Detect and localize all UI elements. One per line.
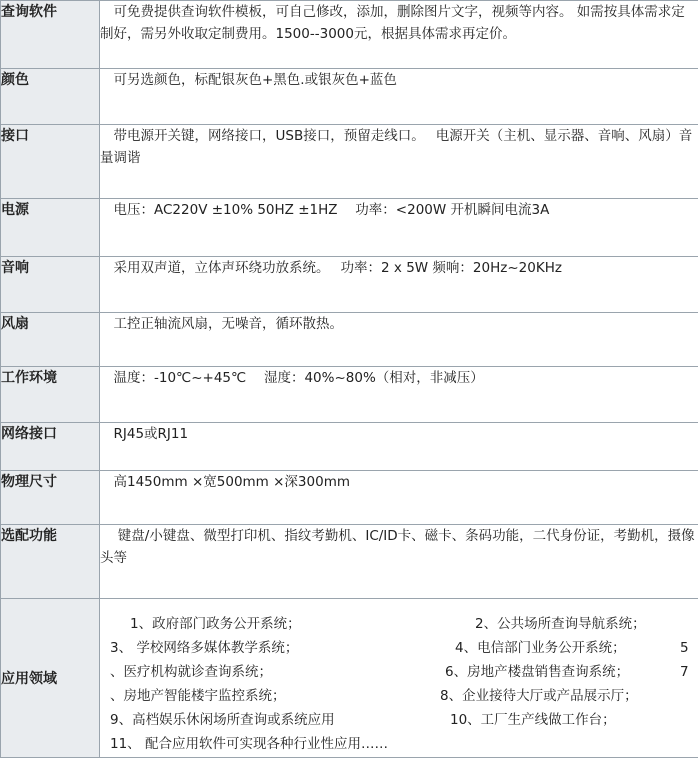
- spec-value: 键盘/小键盘、微型打印机、指纹考勤机、IC/ID卡、磁卡、条码功能，二代身份证，考勤机，摄像头等: [100, 525, 698, 599]
- spec-label: 接口: [1, 125, 100, 199]
- spec-value: 带电源开关键，网络接口，USB接口，预留走线口。 电源开关（主机、显示器、音响、风扇）音量调谐: [100, 125, 698, 199]
- application-item: 、医疗机构就诊查询系统；: [110, 664, 272, 680]
- application-item: 5: [680, 640, 689, 656]
- application-item: 3、 学校网络多媒体教学系统；: [110, 640, 299, 656]
- application-item: 4、电信部门业务公开系统；: [455, 640, 626, 656]
- spec-row: [1, 313, 698, 367]
- spec-row: [1, 423, 698, 471]
- application-item: 9、高档娱乐休闲场所查询或系统应用: [110, 712, 335, 728]
- spec-value: 高1450mm ×宽500mm ×深300mm: [100, 471, 698, 525]
- spec-label: 音响: [1, 257, 100, 313]
- spec-label: 颜色: [1, 69, 100, 125]
- spec-value: 工控正轴流风扇，无噪音，循环散热。: [100, 313, 698, 367]
- application-line: [100, 613, 698, 637]
- spec-row: [1, 69, 698, 125]
- spec-label: 选配功能: [1, 525, 100, 599]
- application-item: 7: [680, 664, 689, 680]
- application-line: [100, 733, 698, 757]
- spec-label: 工作环境: [1, 367, 100, 423]
- spec-value: RJ45或RJ11: [100, 423, 698, 471]
- application-item: 、房地产智能楼宇监控系统；: [110, 688, 286, 704]
- spec-row: [1, 525, 698, 599]
- spec-value: 可免费提供查询软件模板，可自己修改，添加，删除图片文字，视频等内容。 如需按具体需求定制好，需另外收取定制费用。1500--3000元，根据具体需求再定价。: [100, 1, 698, 69]
- application-line: [100, 709, 698, 733]
- spec-label: 风扇: [1, 313, 100, 367]
- application-item: 1、政府部门政务公开系统；: [130, 616, 301, 632]
- application-line: [100, 685, 698, 709]
- spec-row: [1, 471, 698, 525]
- spec-row: [1, 257, 698, 313]
- spec-label: 应用领域: [1, 599, 100, 758]
- application-item: 8、企业接待大厅或产品展示厅；: [440, 688, 638, 704]
- spec-row: [1, 199, 698, 257]
- spec-label: 电源: [1, 199, 100, 257]
- spec-row-applications: [1, 599, 698, 758]
- applications-list: [100, 599, 698, 758]
- spec-value: 电压：AC220V ±10% 50HZ ±1HZ 功率：<200W 开机瞬间电流3A: [100, 199, 698, 257]
- spec-label: 物理尺寸: [1, 471, 100, 525]
- application-item: 10、工厂生产线做工作台；: [450, 712, 616, 728]
- application-line: [100, 661, 698, 685]
- application-item: 6、房地产楼盘销售查询系统；: [445, 664, 630, 680]
- application-line: [100, 637, 698, 661]
- spec-row: [1, 367, 698, 423]
- application-item: 11、 配合应用软件可实现各种行业性应用……: [110, 736, 388, 752]
- spec-label: 查询软件: [1, 1, 100, 69]
- spec-value: 温度：-10℃~+45℃ 湿度：40%~80%（相对，非减压）: [100, 367, 698, 423]
- spec-row: [1, 1, 698, 69]
- spec-value: 采用双声道，立体声环绕功放系统。 功率：2 x 5W 频响：20Hz~20KHz: [100, 257, 698, 313]
- spec-label: 网络接口: [1, 423, 100, 471]
- spec-value: 可另选颜色，标配银灰色+黑色.或银灰色+蓝色: [100, 69, 698, 125]
- application-item: 2、公共场所查询导航系统；: [475, 616, 646, 632]
- spec-row: [1, 125, 698, 199]
